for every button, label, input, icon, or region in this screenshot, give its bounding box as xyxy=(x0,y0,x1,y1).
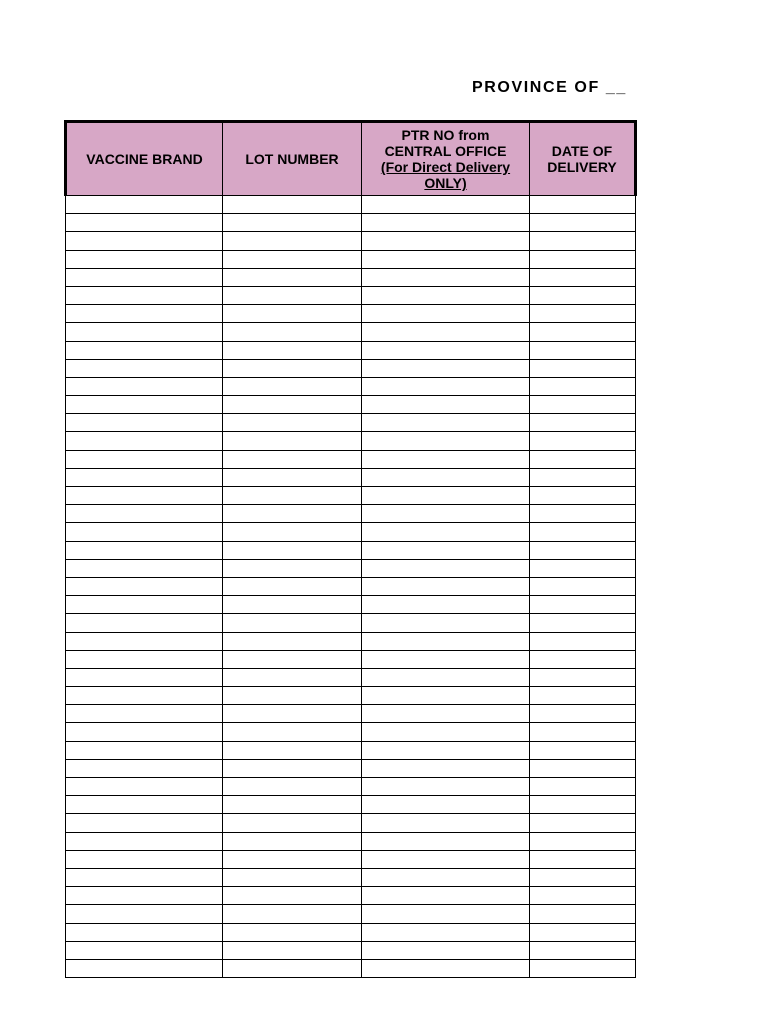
cell-ptr-no[interactable] xyxy=(362,868,530,886)
table-row xyxy=(66,796,636,814)
cell-vaccine-brand[interactable] xyxy=(66,523,223,541)
table-row xyxy=(66,505,636,523)
cell-date-of-delivery[interactable] xyxy=(530,868,636,886)
header-ptr-line-3: (For Direct Delivery xyxy=(380,159,511,175)
cell-lot-number[interactable] xyxy=(223,359,362,377)
table-row xyxy=(66,487,636,505)
cell-vaccine-brand[interactable] xyxy=(66,814,223,832)
cell-ptr-no[interactable] xyxy=(362,614,530,632)
cell-date-of-delivery[interactable] xyxy=(530,323,636,341)
table-row xyxy=(66,941,636,959)
cell-vaccine-brand[interactable] xyxy=(66,941,223,959)
cell-date-of-delivery[interactable] xyxy=(530,759,636,777)
cell-ptr-no[interactable] xyxy=(362,814,530,832)
cell-ptr-no[interactable] xyxy=(362,268,530,286)
table-row xyxy=(66,778,636,796)
cell-lot-number[interactable] xyxy=(223,778,362,796)
cell-vaccine-brand[interactable] xyxy=(66,232,223,250)
table-row xyxy=(66,887,636,905)
table-row xyxy=(66,959,636,977)
header-row xyxy=(66,122,636,196)
cell-ptr-no[interactable] xyxy=(362,596,530,614)
cell-lot-number[interactable] xyxy=(223,323,362,341)
cell-date-of-delivery[interactable] xyxy=(530,377,636,395)
cell-date-of-delivery[interactable] xyxy=(530,214,636,232)
cell-date-of-delivery[interactable] xyxy=(530,741,636,759)
cell-lot-number[interactable] xyxy=(223,668,362,686)
cell-date-of-delivery[interactable] xyxy=(530,487,636,505)
cell-vaccine-brand[interactable] xyxy=(66,286,223,304)
cell-ptr-no[interactable] xyxy=(362,887,530,905)
header-ptr-no xyxy=(362,122,530,196)
table-row xyxy=(66,868,636,886)
cell-ptr-no[interactable] xyxy=(362,450,530,468)
cell-lot-number[interactable] xyxy=(223,741,362,759)
cell-ptr-no[interactable] xyxy=(362,905,530,923)
cell-lot-number[interactable] xyxy=(223,687,362,705)
cell-date-of-delivery[interactable] xyxy=(530,268,636,286)
table-row xyxy=(66,850,636,868)
cell-date-of-delivery[interactable] xyxy=(530,232,636,250)
header-ptr-line-1: PTR NO from xyxy=(401,127,490,143)
cell-lot-number[interactable] xyxy=(223,868,362,886)
header-date-line-1: DATE OF xyxy=(551,143,613,159)
header-ptr-line-4: ONLY) xyxy=(424,175,467,191)
cell-ptr-no[interactable] xyxy=(362,668,530,686)
cell-ptr-no[interactable] xyxy=(362,650,530,668)
cell-lot-number[interactable] xyxy=(223,905,362,923)
cell-date-of-delivery[interactable] xyxy=(530,614,636,632)
cell-date-of-delivery[interactable] xyxy=(530,778,636,796)
cell-lot-number[interactable] xyxy=(223,523,362,541)
cell-vaccine-brand[interactable] xyxy=(66,323,223,341)
cell-date-of-delivery[interactable] xyxy=(530,396,636,414)
table-row xyxy=(66,705,636,723)
table-row xyxy=(66,632,636,650)
cell-date-of-delivery[interactable] xyxy=(530,687,636,705)
cell-date-of-delivery[interactable] xyxy=(530,832,636,850)
cell-lot-number[interactable] xyxy=(223,341,362,359)
table-row xyxy=(66,450,636,468)
cell-lot-number[interactable] xyxy=(223,468,362,486)
table-row xyxy=(66,832,636,850)
cell-vaccine-brand[interactable] xyxy=(66,468,223,486)
cell-date-of-delivery[interactable] xyxy=(530,523,636,541)
cell-lot-number[interactable] xyxy=(223,232,362,250)
cell-vaccine-brand[interactable] xyxy=(66,487,223,505)
header-ptr-line-2: CENTRAL OFFICE xyxy=(384,143,507,159)
table-row xyxy=(66,432,636,450)
table-row xyxy=(66,414,636,432)
cell-date-of-delivery[interactable] xyxy=(530,196,636,214)
cell-vaccine-brand[interactable] xyxy=(66,450,223,468)
cell-ptr-no[interactable] xyxy=(362,432,530,450)
cell-lot-number[interactable] xyxy=(223,723,362,741)
cell-date-of-delivery[interactable] xyxy=(530,359,636,377)
cell-lot-number[interactable] xyxy=(223,305,362,323)
cell-ptr-no[interactable] xyxy=(362,723,530,741)
table-body xyxy=(66,196,636,978)
cell-ptr-no[interactable] xyxy=(362,396,530,414)
cell-ptr-no[interactable] xyxy=(362,305,530,323)
cell-vaccine-brand[interactable] xyxy=(66,196,223,214)
cell-vaccine-brand[interactable] xyxy=(66,505,223,523)
header-vaccine-brand-label: VACCINE BRAND xyxy=(86,151,203,167)
table-row xyxy=(66,577,636,595)
cell-date-of-delivery[interactable] xyxy=(530,541,636,559)
cell-ptr-no[interactable] xyxy=(362,559,530,577)
cell-vaccine-brand[interactable] xyxy=(66,632,223,650)
cell-date-of-delivery[interactable] xyxy=(530,250,636,268)
cell-ptr-no[interactable] xyxy=(362,214,530,232)
header-vaccine-brand xyxy=(66,122,223,196)
cell-lot-number[interactable] xyxy=(223,923,362,941)
cell-vaccine-brand[interactable] xyxy=(66,668,223,686)
cell-ptr-no[interactable] xyxy=(362,778,530,796)
cell-vaccine-brand[interactable] xyxy=(66,923,223,941)
cell-vaccine-brand[interactable] xyxy=(66,596,223,614)
cell-lot-number[interactable] xyxy=(223,614,362,632)
table-row xyxy=(66,396,636,414)
cell-lot-number[interactable] xyxy=(223,850,362,868)
cell-vaccine-brand[interactable] xyxy=(66,887,223,905)
table-row xyxy=(66,596,636,614)
page-title: PROVINCE OF __ xyxy=(472,79,627,96)
cell-lot-number[interactable] xyxy=(223,268,362,286)
cell-date-of-delivery[interactable] xyxy=(530,577,636,595)
table-row xyxy=(66,650,636,668)
cell-date-of-delivery[interactable] xyxy=(530,705,636,723)
table-row xyxy=(66,214,636,232)
cell-lot-number[interactable] xyxy=(223,796,362,814)
cell-lot-number[interactable] xyxy=(223,941,362,959)
header-date-of-delivery xyxy=(530,122,636,196)
cell-ptr-no[interactable] xyxy=(362,414,530,432)
cell-vaccine-brand[interactable] xyxy=(66,614,223,632)
table-row xyxy=(66,323,636,341)
table-row xyxy=(66,923,636,941)
cell-vaccine-brand[interactable] xyxy=(66,396,223,414)
cell-ptr-no[interactable] xyxy=(362,687,530,705)
cell-vaccine-brand[interactable] xyxy=(66,832,223,850)
cell-ptr-no[interactable] xyxy=(362,959,530,977)
cell-lot-number[interactable] xyxy=(223,632,362,650)
cell-date-of-delivery[interactable] xyxy=(530,923,636,941)
cell-ptr-no[interactable] xyxy=(362,286,530,304)
table-row xyxy=(66,905,636,923)
cell-date-of-delivery[interactable] xyxy=(530,559,636,577)
cell-vaccine-brand[interactable] xyxy=(66,577,223,595)
cell-ptr-no[interactable] xyxy=(362,796,530,814)
cell-ptr-no[interactable] xyxy=(362,323,530,341)
header-lot-number-label: LOT NUMBER xyxy=(245,151,339,167)
table-row xyxy=(66,668,636,686)
cell-date-of-delivery[interactable] xyxy=(530,450,636,468)
cell-date-of-delivery[interactable] xyxy=(530,814,636,832)
cell-lot-number[interactable] xyxy=(223,814,362,832)
cell-vaccine-brand[interactable] xyxy=(66,650,223,668)
cell-vaccine-brand[interactable] xyxy=(66,905,223,923)
cell-vaccine-brand[interactable] xyxy=(66,341,223,359)
cell-date-of-delivery[interactable] xyxy=(530,468,636,486)
cell-lot-number[interactable] xyxy=(223,577,362,595)
cell-date-of-delivery[interactable] xyxy=(530,414,636,432)
cell-ptr-no[interactable] xyxy=(362,468,530,486)
cell-lot-number[interactable] xyxy=(223,432,362,450)
cell-ptr-no[interactable] xyxy=(362,377,530,395)
cell-ptr-no[interactable] xyxy=(362,359,530,377)
cell-lot-number[interactable] xyxy=(223,396,362,414)
vaccine-delivery-table xyxy=(64,120,637,978)
cell-ptr-no[interactable] xyxy=(362,832,530,850)
cell-ptr-no[interactable] xyxy=(362,232,530,250)
cell-vaccine-brand[interactable] xyxy=(66,687,223,705)
table-row xyxy=(66,468,636,486)
cell-vaccine-brand[interactable] xyxy=(66,778,223,796)
cell-date-of-delivery[interactable] xyxy=(530,905,636,923)
cell-vaccine-brand[interactable] xyxy=(66,377,223,395)
cell-lot-number[interactable] xyxy=(223,596,362,614)
cell-lot-number[interactable] xyxy=(223,250,362,268)
cell-vaccine-brand[interactable] xyxy=(66,850,223,868)
cell-lot-number[interactable] xyxy=(223,450,362,468)
cell-vaccine-brand[interactable] xyxy=(66,359,223,377)
cell-lot-number[interactable] xyxy=(223,559,362,577)
cell-vaccine-brand[interactable] xyxy=(66,414,223,432)
cell-vaccine-brand[interactable] xyxy=(66,759,223,777)
cell-ptr-no[interactable] xyxy=(362,505,530,523)
cell-vaccine-brand[interactable] xyxy=(66,723,223,741)
cell-lot-number[interactable] xyxy=(223,214,362,232)
table-row xyxy=(66,741,636,759)
table-row xyxy=(66,541,636,559)
cell-date-of-delivery[interactable] xyxy=(530,941,636,959)
cell-lot-number[interactable] xyxy=(223,541,362,559)
cell-vaccine-brand[interactable] xyxy=(66,214,223,232)
cell-vaccine-brand[interactable] xyxy=(66,250,223,268)
cell-ptr-no[interactable] xyxy=(362,577,530,595)
cell-ptr-no[interactable] xyxy=(362,341,530,359)
cell-ptr-no[interactable] xyxy=(362,741,530,759)
cell-ptr-no[interactable] xyxy=(362,705,530,723)
cell-lot-number[interactable] xyxy=(223,377,362,395)
cell-lot-number[interactable] xyxy=(223,286,362,304)
cell-date-of-delivery[interactable] xyxy=(530,596,636,614)
cell-date-of-delivery[interactable] xyxy=(530,632,636,650)
table-row xyxy=(66,814,636,832)
cell-lot-number[interactable] xyxy=(223,887,362,905)
table-row xyxy=(66,341,636,359)
cell-lot-number[interactable] xyxy=(223,414,362,432)
table-row xyxy=(66,759,636,777)
cell-ptr-no[interactable] xyxy=(362,541,530,559)
cell-ptr-no[interactable] xyxy=(362,923,530,941)
cell-vaccine-brand[interactable] xyxy=(66,868,223,886)
cell-vaccine-brand[interactable] xyxy=(66,268,223,286)
header-lot-number xyxy=(223,122,362,196)
table-row xyxy=(66,268,636,286)
table-row xyxy=(66,250,636,268)
cell-date-of-delivery[interactable] xyxy=(530,796,636,814)
header-date-line-2: DELIVERY xyxy=(547,159,617,175)
cell-lot-number[interactable] xyxy=(223,759,362,777)
table-row xyxy=(66,286,636,304)
cell-date-of-delivery[interactable] xyxy=(530,668,636,686)
cell-date-of-delivery[interactable] xyxy=(530,650,636,668)
cell-ptr-no[interactable] xyxy=(362,487,530,505)
cell-date-of-delivery[interactable] xyxy=(530,305,636,323)
cell-date-of-delivery[interactable] xyxy=(530,959,636,977)
cell-ptr-no[interactable] xyxy=(362,850,530,868)
cell-lot-number[interactable] xyxy=(223,505,362,523)
cell-ptr-no[interactable] xyxy=(362,196,530,214)
table-row xyxy=(66,359,636,377)
table-row xyxy=(66,377,636,395)
cell-date-of-delivery[interactable] xyxy=(530,723,636,741)
cell-vaccine-brand[interactable] xyxy=(66,741,223,759)
cell-date-of-delivery[interactable] xyxy=(530,850,636,868)
cell-lot-number[interactable] xyxy=(223,650,362,668)
cell-vaccine-brand[interactable] xyxy=(66,959,223,977)
table-row xyxy=(66,723,636,741)
table-row xyxy=(66,523,636,541)
cell-vaccine-brand[interactable] xyxy=(66,432,223,450)
cell-lot-number[interactable] xyxy=(223,487,362,505)
cell-date-of-delivery[interactable] xyxy=(530,341,636,359)
table-row xyxy=(66,305,636,323)
cell-lot-number[interactable] xyxy=(223,196,362,214)
cell-ptr-no[interactable] xyxy=(362,523,530,541)
cell-lot-number[interactable] xyxy=(223,959,362,977)
table-row xyxy=(66,196,636,214)
cell-lot-number[interactable] xyxy=(223,705,362,723)
table-row xyxy=(66,687,636,705)
cell-ptr-no[interactable] xyxy=(362,632,530,650)
cell-vaccine-brand[interactable] xyxy=(66,796,223,814)
table-row xyxy=(66,559,636,577)
table-row xyxy=(66,232,636,250)
cell-ptr-no[interactable] xyxy=(362,941,530,959)
cell-date-of-delivery[interactable] xyxy=(530,887,636,905)
cell-vaccine-brand[interactable] xyxy=(66,705,223,723)
cell-ptr-no[interactable] xyxy=(362,250,530,268)
cell-vaccine-brand[interactable] xyxy=(66,559,223,577)
cell-date-of-delivery[interactable] xyxy=(530,286,636,304)
cell-date-of-delivery[interactable] xyxy=(530,432,636,450)
cell-vaccine-brand[interactable] xyxy=(66,541,223,559)
cell-ptr-no[interactable] xyxy=(362,759,530,777)
cell-vaccine-brand[interactable] xyxy=(66,305,223,323)
cell-date-of-delivery[interactable] xyxy=(530,505,636,523)
cell-lot-number[interactable] xyxy=(223,832,362,850)
table-row xyxy=(66,614,636,632)
